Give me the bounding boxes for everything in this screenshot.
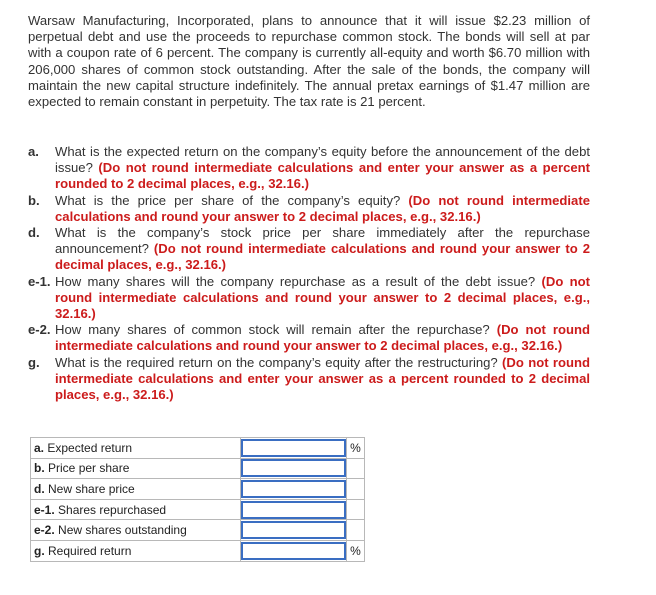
question-a: [28, 144, 590, 193]
percent-unit: %: [347, 438, 365, 459]
question-text: What is the price per share of the company’s equity?: [55, 192, 409, 208]
answer-row-e2: [31, 520, 365, 541]
question-e1: [28, 274, 590, 323]
question-label: d.: [28, 225, 40, 241]
question-label: e-1.: [28, 273, 51, 289]
question-b: [28, 193, 590, 225]
question-e2: [28, 322, 590, 354]
percent-unit: %: [347, 540, 365, 561]
shares-repurchased-input[interactable]: [241, 501, 346, 519]
price-per-share-input[interactable]: [241, 459, 346, 477]
question-instruction: (Do not round intermediate calculations and round your answer to 2 decimal places, e.g., 32.16.): [55, 241, 590, 273]
answer-row-label: a. Expected return: [31, 438, 241, 459]
question-label: b.: [28, 192, 40, 208]
new-shares-outstanding-input[interactable]: [241, 521, 346, 539]
unit-cell: [347, 479, 365, 500]
answer-row-label: g. Required return: [31, 540, 241, 561]
question-instruction: (Do not round intermediate calculations and enter your answer as a percent rounded to 2 decimal places, e.g., 32.16.): [55, 354, 590, 403]
answer-row-a: [31, 438, 365, 459]
unit-cell: [347, 499, 365, 520]
question-label: g.: [28, 354, 40, 370]
new-share-price-input[interactable]: [241, 480, 346, 498]
question-text: How many shares will the company repurchase as a result of the debt issue?: [55, 273, 542, 289]
answer-row-label: d. New share price: [31, 479, 241, 500]
question-instruction: (Do not round intermediate calculations and round your answer to 2 decimal places, e.g., 32.16.): [55, 322, 590, 354]
unit-cell: [347, 458, 365, 479]
problem-statement: Warsaw Manufacturing, Incorporated, plans to announce that it will issue $2.23 million of perpetual debt and use the proceeds to repurchase common stock. The bonds will sell at par with a coupon rate of 6 percent. The company is currently all-equity and worth $6.70 million with 206,000 shares of common stock outstanding. After the sale of the bonds, the company will maintain the new capital structure indefinitely. The annual pretax earnings of $1.47 million are expected to remain constant in perpetuity. The tax rate is 21 percent.: [28, 13, 590, 110]
question-g: [28, 355, 590, 404]
answer-row-label: e-2. New shares outstanding: [31, 520, 241, 541]
answer-row-g: [31, 540, 365, 561]
unit-cell: [347, 520, 365, 541]
question-d: [28, 225, 590, 274]
expected-return-input[interactable]: [241, 439, 346, 457]
answer-row-b: [31, 458, 365, 479]
answer-row-d: [31, 479, 365, 500]
answer-row-e1: [31, 499, 365, 520]
question-instruction: (Do not round intermediate calculations and round your answer to 2 decimal places, e.g., 32.16.): [55, 192, 590, 224]
question-text: What is the expected return on the company’s equity before the announcement of the debt issue?: [55, 144, 590, 176]
question-label: e-2.: [28, 322, 51, 338]
answer-row-label: e-1. Shares repurchased: [31, 499, 241, 520]
question-instruction: (Do not round intermediate calculations and enter your answer as a percent rounded to 2 decimal places, e.g., 32.16.): [55, 160, 590, 192]
question-text: What is the required return on the company’s equity after the restructuring?: [55, 354, 503, 370]
question-label: a.: [28, 144, 39, 159]
question-list: [28, 144, 590, 403]
question-instruction: (Do not round intermediate calculations and round your answer to 2 decimal places, e.g., 32.16.): [55, 273, 590, 322]
answer-row-label: b. Price per share: [31, 458, 241, 479]
answer-table: [30, 437, 365, 562]
required-return-input[interactable]: [241, 542, 346, 560]
question-text: How many shares of common stock will remain after the repurchase?: [55, 322, 497, 338]
question-text: What is the company’s stock price per share immediately after the repurchase announcement?: [55, 225, 590, 257]
